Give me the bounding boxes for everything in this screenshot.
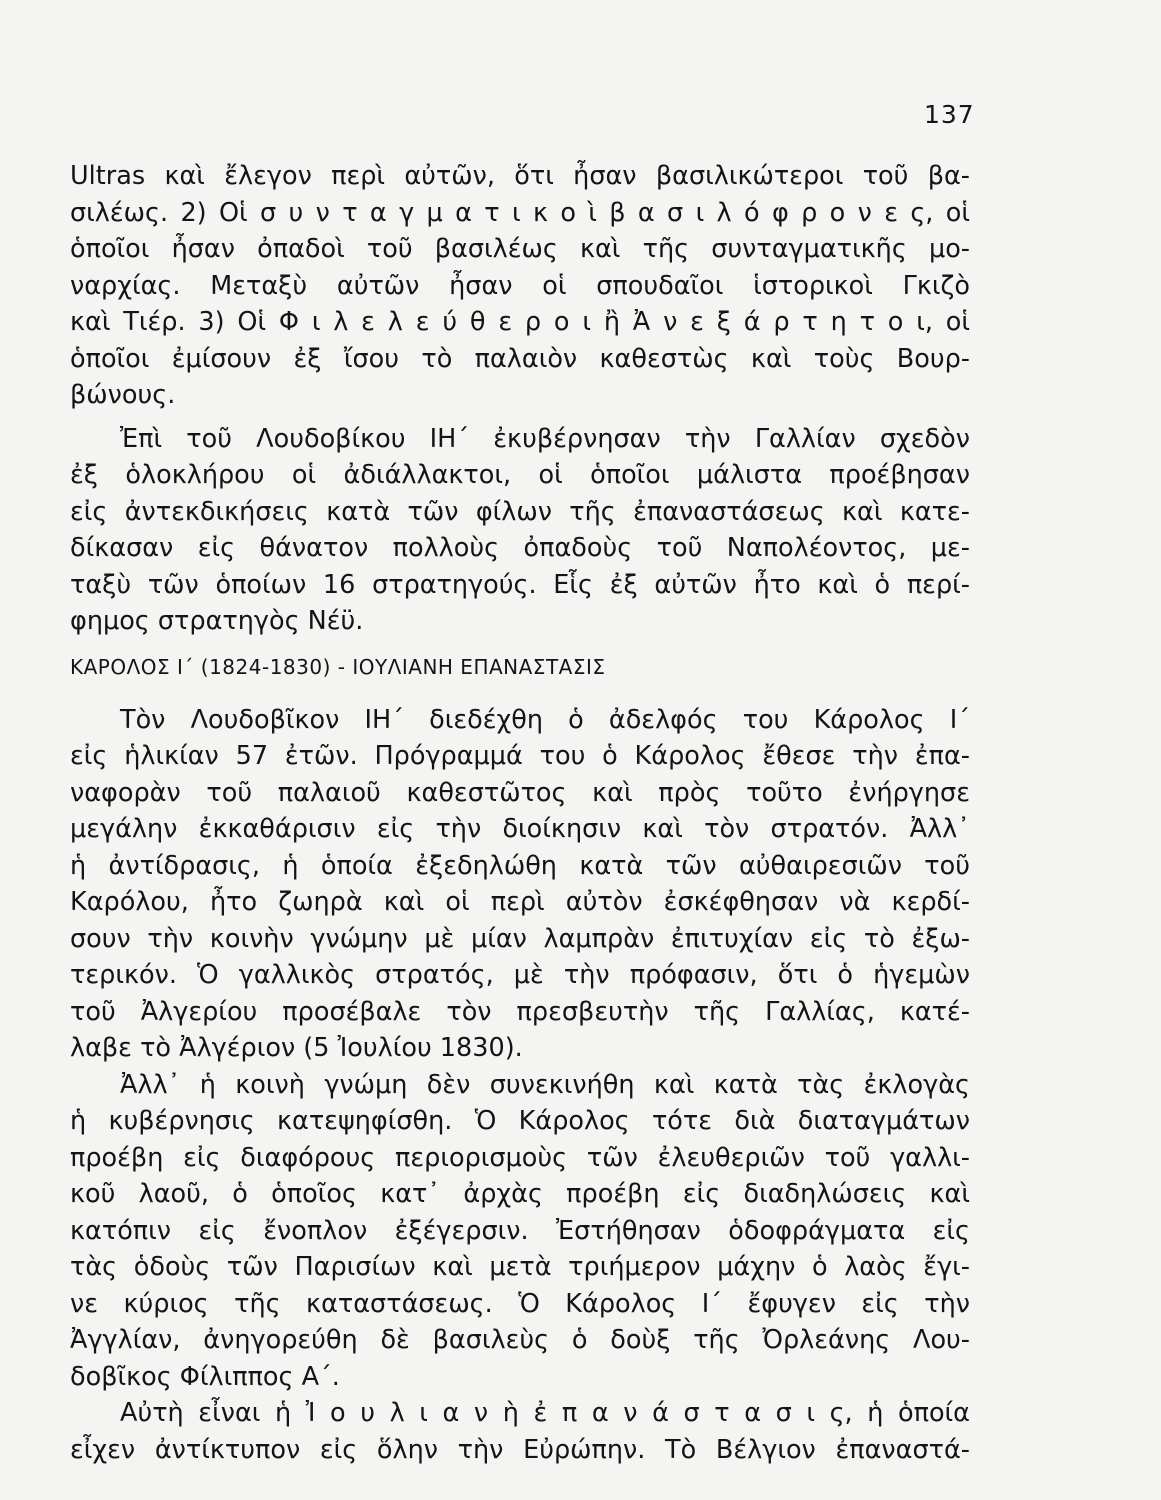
text-line: Τὸν Λουδοβῖκον ΙΗ΄ διεδέχθη ὁ ἀδελφός του Κάρολος Ι΄ xyxy=(120,704,970,735)
text-line: δίκασαν εἰς θάνατον πολλοὺς ὀπαδοὺς τοῦ Ναπολέοντος, με- xyxy=(70,533,970,563)
text-line: Καρόλου, ἦτο ζωηρὰ καὶ οἱ περὶ αὐτὸν ἐσκέφθησαν νὰ κερδί- xyxy=(70,887,970,917)
text-line: σιλέως. 2) Οἱ σ υ ν τ α γ μ α τ ι κ ο ὶ β α σ ι λ ό φ ρ ο ν ε ς, οἱ xyxy=(70,197,970,228)
text-line: φημος στρατηγὸς Νέϋ. xyxy=(70,606,364,636)
text-line: νε κύριος τῆς καταστάσεως. Ὁ Κάρολος Ι΄ ἔφυγεν εἰς τὴν xyxy=(70,1288,970,1319)
text-line: Ἀγγλίαν, ἀνηγορεύθη δὲ βασιλεὺς ὁ δοὺξ τῆς Ὀρλεάνης Λου- xyxy=(70,1325,970,1355)
text-line: εἶχεν ἀντίκτυπον εἰς ὅλην τὴν Εὐρώπην. Τὸ Βέλγιον ἐπαναστά- xyxy=(70,1434,970,1465)
text-line: βώνους. xyxy=(70,380,176,410)
text-line: τοῦ Ἀλγερίου προσέβαλε τὸν πρεσβευτὴν τῆς Γαλλίας, κατέ- xyxy=(70,996,970,1027)
text-line: ὁποῖοι ἦσαν ὀπαδοὶ τοῦ βασιλέως καὶ τῆς συνταγματικῆς μο- xyxy=(70,234,970,264)
text-line: κατόπιν εἰς ἔνοπλον ἐξέγερσιν. Ἐστήθησαν ὁδοφράγματα εἰς xyxy=(70,1215,970,1246)
text-line: τὰς ὁδοὺς τῶν Παρισίων καὶ μετὰ τριήμερον μάχην ὁ λαὸς ἔγι- xyxy=(70,1252,970,1282)
text-line: Ἀλλ᾽ ἡ κοινὴ γνώμη δὲν συνεκινήθη καὶ κατὰ τὰς ἐκλογὰς xyxy=(120,1069,970,1100)
section-heading: ΚΑΡΟΛΟΣ Ι΄ (1824-1830) - ΙΟΥΛΙΑΝΗ ΕΠΑΝΑΣΤΑΣΙΣ xyxy=(70,654,606,679)
text-line: τερικόν. Ὁ γαλλικὸς στρατός, μὲ τὴν πρόφασιν, ὅτι ὁ ἡγεμὼν xyxy=(70,960,970,990)
text-line: ταξὺ τῶν ὁποίων 16 στρατηγούς. Εἷς ἐξ αὐτῶν ἦτο καὶ ὁ περί- xyxy=(70,569,970,600)
paragraph xyxy=(70,702,970,1067)
page-number: 137 xyxy=(924,100,975,129)
text-line: Ultras καὶ ἔλεγον περὶ αὐτῶν, ὅτι ἦσαν βασιλικώτεροι τοῦ βα- xyxy=(70,161,970,191)
paragraph xyxy=(70,421,970,640)
text-line: Αὐτὴ εἶναι ἡ Ἰ ο υ λ ι α ν ὴ ἐ π α ν ά σ τ α σ ι ς, ἡ ὁποία xyxy=(120,1398,970,1428)
paragraph xyxy=(70,158,970,414)
text-line: σουν τὴν κοινὴν γνώμην μὲ μίαν λαμπρὰν ἐπιτυχίαν εἰς τὸ ἐξω- xyxy=(70,923,970,954)
text-line: Ἐπὶ τοῦ Λουδοβίκου ΙΗ΄ ἐκυβέρνησαν τὴν Γαλλίαν σχεδὸν xyxy=(120,423,970,454)
paragraph xyxy=(70,1067,970,1396)
body-text xyxy=(70,158,970,1468)
text-line: λαβε τὸ Ἀλγέριον (5 Ἰουλίου 1830). xyxy=(70,1033,523,1063)
text-line: εἰς ἡλικίαν 57 ἐτῶν. Πρόγραμμά του ὁ Κάρολος ἔθεσε τὴν ἐπα- xyxy=(70,741,970,771)
text-line: κοῦ λαοῦ, ὁ ὁποῖος κατ᾽ ἀρχὰς προέβη εἰς διαδηλώσεις καὶ xyxy=(70,1179,970,1209)
text-line: μεγάλην ἐκκαθάρισιν εἰς τὴν διοίκησιν καὶ τὸν στρατόν. Ἀλλ᾽ xyxy=(70,814,970,844)
text-line: ἐξ ὁλοκλήρου οἱ ἀδιάλλακτοι, οἱ ὁποῖοι μάλιστα προέβησαν xyxy=(70,460,970,490)
text-line: καὶ Τιέρ. 3) Οἱ Φ ι λ ε λ ε ύ θ ε ρ ο ι ἢ Ἀ ν ε ξ ά ρ τ η τ ο ι, οἱ xyxy=(70,307,970,337)
text-line: ὁποῖοι ἐμίσουν ἐξ ἴσου τὸ παλαιὸν καθεστὼς καὶ τοὺς Βουρ- xyxy=(70,343,970,374)
text-line: δοβῖκος Φίλιππος Α΄. xyxy=(70,1361,340,1392)
text-line: εἰς ἀντεκδικήσεις κατὰ τῶν φίλων τῆς ἐπαναστάσεως καὶ κατε- xyxy=(70,496,970,527)
text-line: ἡ κυβέρνησις κατεψηφίσθη. Ὁ Κάρολος τότε διὰ διαταγμάτων xyxy=(70,1106,970,1136)
text-line: προέβη εἰς διαφόρους περιορισμοὺς τῶν ἐλευθεριῶν τοῦ γαλλι- xyxy=(70,1142,970,1173)
text-line: ναρχίας. Μεταξὺ αὐτῶν ἦσαν οἱ σπουδαῖοι ἱστορικοὶ Γκιζὸ xyxy=(70,270,970,301)
paragraph xyxy=(70,1395,970,1468)
text-line: ἡ ἀντίδρασις, ἡ ὁποία ἐξεδηλώθη κατὰ τῶν αὐθαιρεσιῶν τοῦ xyxy=(70,850,970,881)
text-line: ναφορὰν τοῦ παλαιοῦ καθεστῶτος καὶ πρὸς τοῦτο ἐνήργησε xyxy=(70,777,970,808)
